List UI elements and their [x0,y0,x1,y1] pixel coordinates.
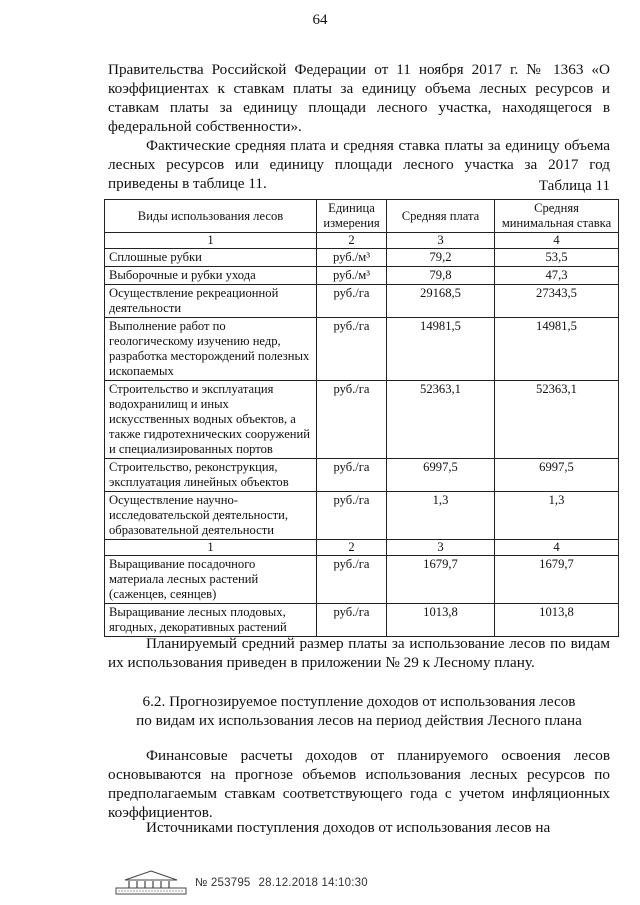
paragraph-planned-payment: Планируемый средний размер платы за использование лесов по видам их использования приведен в приложении № 29 к Лесному плану. [108,635,610,671]
forest-use-rates-table [104,199,619,637]
average-min-rate: 27343,5 [495,285,619,318]
unit: руб./га [317,492,387,540]
average-min-rate: 52363,1 [495,381,619,459]
index-cell: 4 [495,540,619,556]
index-cell: 2 [317,540,387,556]
table-row [105,285,619,318]
average-payment: 79,2 [387,249,495,267]
index-cell: 2 [317,233,387,249]
unit: руб./м³ [317,249,387,267]
page-number: 64 [312,12,328,28]
header-unit: Единица измерения [317,200,387,233]
section-heading [108,692,610,730]
unit: руб./га [317,556,387,604]
section-heading-line: 6.2. Прогнозируемое поступление доходов от использования лесов [142,693,576,710]
average-payment: 29168,5 [387,285,495,318]
column-index-row [105,540,619,556]
index-cell: 3 [387,540,495,556]
average-min-rate: 14981,5 [495,318,619,381]
index-cell: 1 [105,233,317,249]
unit: руб./га [317,381,387,459]
forest-use-type: Сплошные рубки [105,249,317,267]
forest-use-type: Осуществление рекреационной деятельности [105,285,317,318]
forest-use-type: Выборочные и рубки ухода [105,267,317,285]
table-row [105,267,619,285]
forest-use-type: Строительство и эксплуатация водохранилищ и иных искусственных водных объектов, а также гидротехнических сооружений и специализированных портов [105,381,317,459]
table-row [105,459,619,492]
unit: руб./га [317,285,387,318]
table-caption: Таблица 11 [538,178,610,194]
average-payment: 14981,5 [387,318,495,381]
forest-use-type: Выращивание лесных плодовых, ягодных, декоративных растений [105,604,317,637]
index-cell: 1 [105,540,317,556]
table-row [105,556,619,604]
table-row [105,318,619,381]
average-payment: 1679,7 [387,556,495,604]
paragraph-table-intro: Фактические средняя плата и средняя ставка платы за единицу объема лесных ресурсов или единицу площади лесного участка за 2017 год приведены в таблице 11. [108,137,610,192]
unit: руб./м³ [317,267,387,285]
average-payment: 1013,8 [387,604,495,637]
unit: руб./га [317,604,387,637]
average-payment: 79,8 [387,267,495,285]
header-average-min-rate: Средняя минимальная ставка [495,200,619,233]
table-row [105,604,619,637]
paragraph-financial-calculations: Финансовые расчеты доходов от планируемого освоения лесов основываются на прогнозе объемов использования лесных ресурсов по предполагаемым ставкам соответствующего года с учетом инфляционных коэффициентов. [108,747,610,821]
average-min-rate: 6997,5 [495,459,619,492]
average-payment: 6997,5 [387,459,495,492]
table-row [105,381,619,459]
forest-use-type: Осуществление научно-исследовательской деятельности, образовательной деятельности [105,492,317,540]
average-min-rate: 1679,7 [495,556,619,604]
table-header-row [105,200,619,233]
unit: руб./га [317,318,387,381]
forest-use-type: Выполнение работ по геологическому изучению недр, разработка месторождений полезных ископаемых [105,318,317,381]
paragraph-income-sources: Источниками поступления доходов от использования лесов на [146,819,551,836]
average-min-rate: 1013,8 [495,604,619,637]
table-row [105,249,619,267]
average-min-rate: 53,5 [495,249,619,267]
document-footer [115,870,368,896]
header-average-payment: Средняя плата [387,200,495,233]
average-min-rate: 1,3 [495,492,619,540]
average-min-rate: 47,3 [495,267,619,285]
forest-use-type: Выращивание посадочного материала лесных растений (саженцев, сеянцев) [105,556,317,604]
header-forest-use-type: Виды использования лесов [105,200,317,233]
index-cell: 4 [495,233,619,249]
average-payment: 52363,1 [387,381,495,459]
document-timestamp: 28.12.2018 14:10:30 [258,877,368,889]
document-number: № 253795 [195,877,251,889]
section-heading-line: по видам их использования лесов на период действия Лесного плана [136,712,582,729]
unit: руб./га [317,459,387,492]
paragraph-decree-reference: Правительства Российской Федерации от 11 ноября 2017 г. № 1363 «О коэффициентах к ставкам платы за единицу объема лесных ресурсов и ставкам платы за единицу площади лесного участка, находящегося в федеральной собственности». [108,61,610,135]
table-row [105,492,619,540]
column-index-row [105,233,619,249]
government-building-icon [115,870,187,896]
forest-use-type: Строительство, реконструкция, эксплуатация линейных объектов [105,459,317,492]
index-cell: 3 [387,233,495,249]
average-payment: 1,3 [387,492,495,540]
